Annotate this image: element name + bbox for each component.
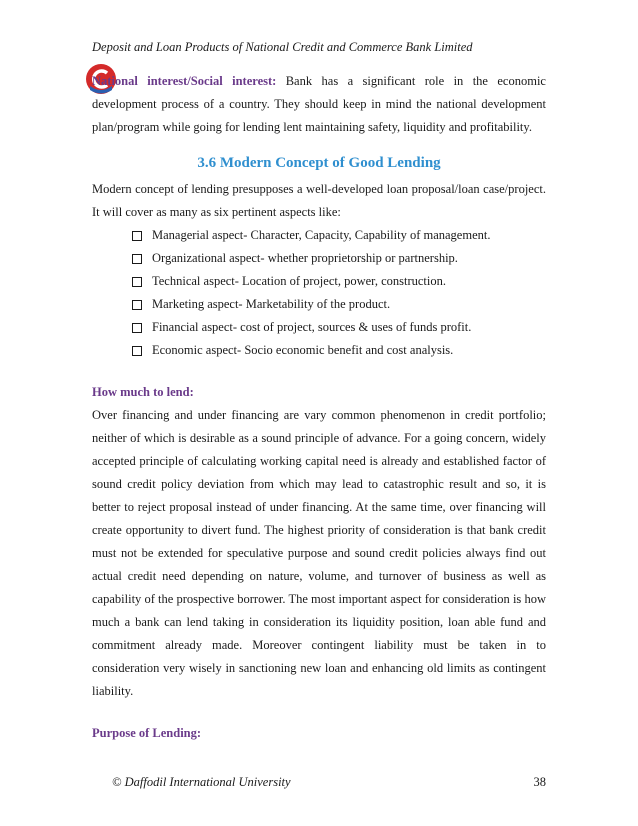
intro-text: Bank has a significant role in the economic development process of a country. They should keep in mind the national development plan/program while going for lending lent maintaining safety, liquidity and profitability.	[92, 74, 546, 134]
checkbox-bullet-icon	[132, 277, 142, 287]
list-item: Economic aspect- Socio economic benefit and cost analysis.	[132, 339, 546, 362]
checkbox-bullet-icon	[132, 254, 142, 264]
list-item: Managerial aspect- Character, Capacity, Capability of management.	[132, 224, 546, 247]
aspect-list	[92, 224, 546, 362]
checkbox-bullet-icon	[132, 300, 142, 310]
purpose-heading: Purpose of Lending:	[92, 726, 202, 740]
page-content	[92, 70, 546, 745]
list-item: Organizational aspect- whether proprietorship or partnership.	[132, 247, 546, 270]
checkbox-bullet-icon	[132, 231, 142, 241]
list-item: Financial aspect- cost of project, sources & uses of funds profit.	[132, 316, 546, 339]
how-much-heading: How much to lend:	[92, 385, 194, 399]
section-title: 3.6 Modern Concept of Good Lending	[197, 155, 441, 171]
list-item: Technical aspect- Location of project, power, construction.	[132, 270, 546, 293]
page-number: 38	[533, 775, 546, 789]
section-intro-paragraph: Modern concept of lending presupposes a well-developed loan proposal/loan case/project. It will cover as many as six pertinent aspects like:	[92, 182, 546, 219]
footer-copyright: © Daffodil International University	[112, 775, 291, 789]
checkbox-bullet-icon	[132, 346, 142, 356]
running-header: Deposit and Loan Products of National Credit and Commerce Bank Limited	[92, 40, 473, 54]
list-item: Marketing aspect- Marketability of the product.	[132, 293, 546, 316]
page-footer	[112, 775, 546, 790]
intro-lead: National interest/Social interest:	[92, 74, 277, 88]
checkbox-bullet-icon	[132, 323, 142, 333]
how-much-paragraph: Over financing and under financing are vary common phenomenon in credit portfolio; neither of which is desirable as a sound principle of advance. For a going concern, widely accepted principle of calculating working capital need is already and established factor of sound credit policy deviation from which may lead to catastrophic result and so, it is better to reject proposal instead of under financing. At the same time, over financing will create opportunity to divert fund. The highest priority of consideration is that bank credit must not be extended for speculative purpose and sound credit policies always find out actual credit need depending on nature, volume, and turnover of business as well as capability of the prospective borrower. The most important aspect for consideration is how much a bank can lend taking in consideration its liquidity position, loan able fund and commitment already made. Moreover contingent liability must be taken in to consideration very wisely in sanctioning new loan and enhancing old limits as contingent liability.	[92, 408, 546, 698]
intro-paragraph	[92, 70, 546, 139]
